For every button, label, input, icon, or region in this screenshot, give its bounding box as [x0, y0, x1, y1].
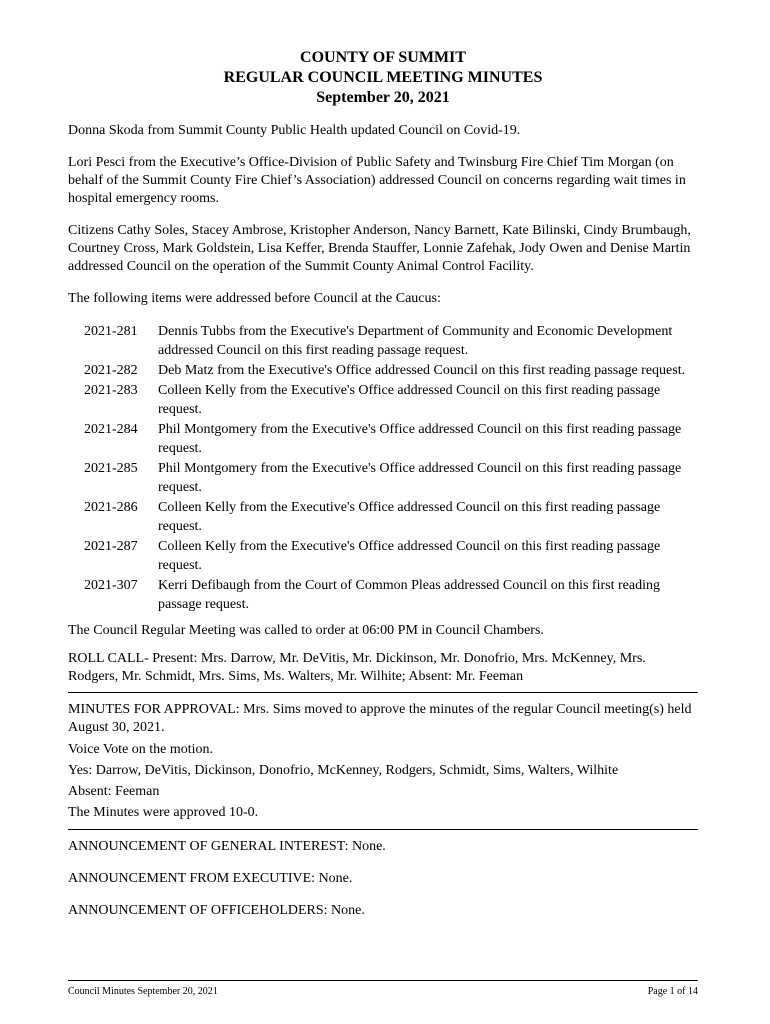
section-divider: [68, 829, 698, 830]
minutes-yes-votes: Yes: Darrow, DeVitis, Dickinson, Donofrio, McKenney, Rodgers, Schmidt, Sims, Walters, Wilhite: [68, 763, 619, 778]
list-item: [84, 576, 698, 614]
footer-document-name: Council Minutes September 20, 2021: [68, 986, 218, 997]
list-item: [84, 381, 698, 419]
item-description: Colleen Kelly from the Executive's Office addressed Council on this first reading passage request.: [158, 539, 661, 573]
minutes-absent: Absent: Feeman: [68, 784, 160, 799]
page-footer: [68, 986, 698, 998]
minutes-result: The Minutes were approved 10-0.: [68, 805, 259, 820]
minutes-approval-section: [68, 701, 698, 823]
item-description: Kerri Defibaugh from the Court of Common Pleas addressed Council on this first reading passage request.: [158, 578, 660, 612]
title-date: September 20, 2021: [316, 89, 450, 106]
item-number: 2021-282: [84, 363, 138, 378]
item-number: 2021-283: [84, 383, 138, 398]
item-description: Colleen Kelly from the Executive's Office addressed Council on this first reading passage request.: [158, 500, 661, 534]
announcement-executive: ANNOUNCEMENT FROM EXECUTIVE: None.: [68, 871, 353, 886]
announcement-general: ANNOUNCEMENT OF GENERAL INTEREST: None.: [68, 839, 386, 854]
item-number: 2021-287: [84, 539, 138, 554]
item-number: 2021-285: [84, 461, 138, 476]
item-description: Deb Matz from the Executive's Office addressed Council on this first reading passage request.: [158, 363, 686, 378]
list-item: [84, 459, 698, 497]
caucus-item-list: [84, 322, 698, 614]
footer-page-number: Page 1 of 14: [647, 986, 698, 997]
footer-divider: [68, 980, 698, 981]
section-divider: [68, 692, 698, 693]
title-county: COUNTY OF SUMMIT: [300, 49, 466, 66]
document-page: [68, 48, 698, 920]
announcement-officeholders: ANNOUNCEMENT OF OFFICEHOLDERS: None.: [68, 903, 365, 918]
roll-call: ROLL CALL- Present: Mrs. Darrow, Mr. DeVitis, Mr. Dickinson, Mr. Donofrio, Mrs. McKenney, Mrs. Rodgers, Mr. Schmidt, Mrs. Sims, Ms. Walters, Mr. Wilhite; Absent: Mr. Feeman: [68, 651, 646, 684]
item-number: 2021-281: [84, 324, 138, 339]
paragraph-covid: Donna Skoda from Summit County Public Health updated Council on Covid-19.: [68, 123, 521, 138]
item-description: Phil Montgomery from the Executive's Office addressed Council on this first reading passage request.: [158, 461, 682, 495]
minutes-motion: MINUTES FOR APPROVAL: Mrs. Sims moved to approve the minutes of the regular Council meeting(s) held August 30, 2021.: [68, 702, 692, 735]
item-description: Dennis Tubbs from the Executive's Department of Community and Economic Development addressed Council on this first reading passage request.: [158, 324, 673, 358]
list-item: [84, 420, 698, 458]
minutes-vote-type: Voice Vote on the motion.: [68, 742, 214, 757]
paragraph-public-safety: Lori Pesci from the Executive’s Office-Division of Public Safety and Twinsburg Fire Chief Tim Morgan (on behalf of the Summit County Fire Chief’s Association) addressed Council on concerns regarding wait times in hospital emergency rooms.: [68, 155, 686, 206]
document-title: [68, 48, 698, 108]
item-number: 2021-286: [84, 500, 138, 515]
item-number: 2021-307: [84, 578, 138, 593]
list-item: [84, 537, 698, 575]
paragraph-citizens: Citizens Cathy Soles, Stacey Ambrose, Kristopher Anderson, Nancy Barnett, Kate Bilinski, Cindy Brumbaugh, Courtney Cross, Mark Goldstein, Lisa Keffer, Brenda Stauffer, Lonnie Zafehak, Jody Owen and Denise Martin addressed Council on the operation of the Summit County Animal Control Facility.: [68, 223, 691, 274]
item-number: 2021-284: [84, 422, 138, 437]
item-description: Colleen Kelly from the Executive's Office addressed Council on this first reading passage request.: [158, 383, 661, 417]
call-to-order: The Council Regular Meeting was called to order at 06:00 PM in Council Chambers.: [68, 623, 544, 638]
title-meeting: REGULAR COUNCIL MEETING MINUTES: [223, 69, 543, 86]
list-item: [84, 498, 698, 536]
item-description: Phil Montgomery from the Executive's Office addressed Council on this first reading passage request.: [158, 422, 682, 456]
list-item: [84, 322, 698, 360]
paragraph-caucus-intro: The following items were addressed before Council at the Caucus:: [68, 291, 441, 306]
list-item: [84, 361, 698, 380]
